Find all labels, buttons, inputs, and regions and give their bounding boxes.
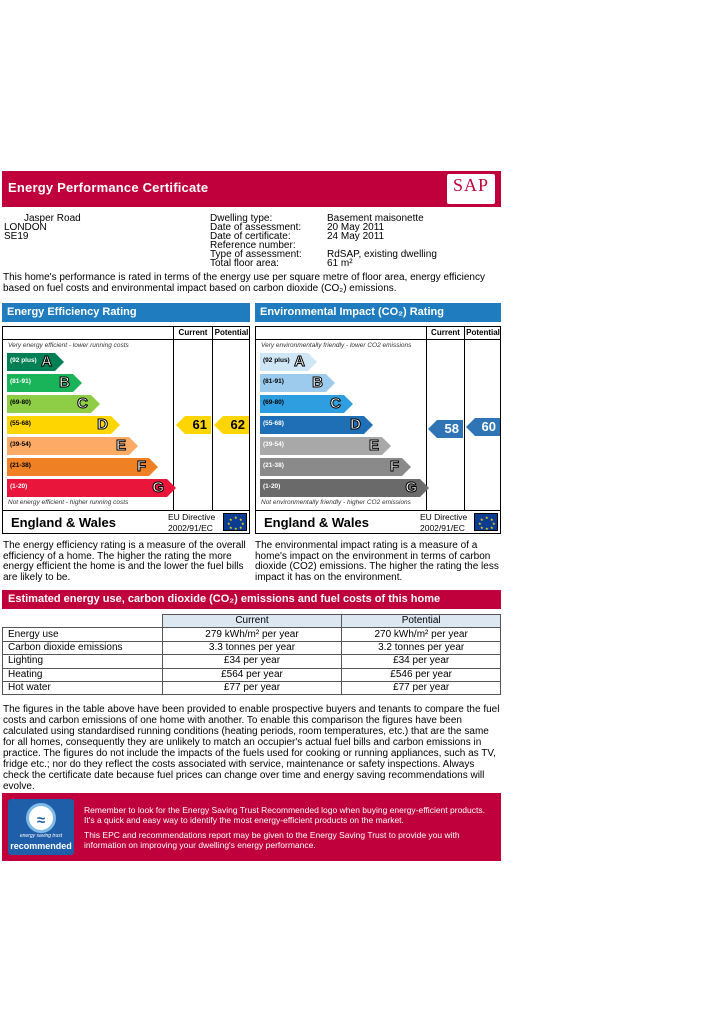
- detail-value-assessment-type: RdSAP, existing dwelling: [327, 249, 437, 260]
- band-letter: D: [350, 416, 361, 433]
- environment-band-c: [260, 395, 344, 413]
- address-line-1: Jasper Road: [24, 213, 81, 224]
- banner-paragraph-2: This EPC and recommendations report may be given to the Energy Saving Trust to provide you with information on improving your dwelling's energy performance.: [84, 830, 460, 850]
- efficiency-current-value: 61: [192, 417, 207, 432]
- environment-current-marker: [437, 420, 463, 438]
- logo-recommended-label: recommended: [10, 841, 72, 851]
- row-label: Carbon dioxide emissions: [3, 641, 163, 654]
- band-letter: G: [405, 479, 417, 496]
- band-letter: E: [368, 437, 379, 454]
- band-range: (92 plus): [263, 357, 290, 364]
- efficiency-band-d: [7, 416, 111, 434]
- environment-head-rule: [256, 339, 500, 340]
- estimates-table: [2, 614, 501, 695]
- table-header-current: Current: [162, 615, 342, 628]
- table-row: [3, 681, 501, 694]
- band-range: (55-68): [10, 420, 31, 427]
- environment-directive-line2: 2002/91/EC: [420, 523, 465, 533]
- band-letter: C: [330, 395, 341, 412]
- eu-flag-icon: ★ ★ ★ ★ ★ ★ ★ ★: [223, 513, 247, 531]
- efficiency-directive-line2: 2002/91/EC: [168, 523, 213, 533]
- row-label: Energy use: [3, 628, 163, 641]
- efficiency-directive-line1: EU Directive: [168, 512, 216, 522]
- efficiency-explanation: The energy efficiency rating is a measure of the overall efficiency of a home. The higher the rating the more energy efficient the home is and the lower the fuel bills are likely to be.: [3, 540, 246, 583]
- efficiency-potential-marker: [223, 416, 249, 434]
- efficiency-current-marker: [185, 416, 211, 434]
- detail-label-floor-area: Total floor area:: [210, 258, 279, 269]
- band-letter: E: [115, 437, 126, 454]
- band-letter: B: [312, 374, 323, 391]
- environment-explanation: The environmental impact rating is a measure of a home's impact on the environment in terms of carbon dioxide (CO2) emissions. The higher the rating the less impact it has on the environment.: [255, 540, 499, 583]
- band-range: (39-54): [263, 441, 284, 448]
- efficiency-band-f: [7, 458, 149, 476]
- row-potential: £34 per year: [342, 655, 501, 668]
- band-letter: F: [136, 458, 146, 475]
- environment-current-value: 58: [444, 421, 459, 436]
- address-line-3: SE19: [4, 231, 29, 242]
- band-letter: A: [294, 353, 305, 370]
- efficiency-band-e: [7, 437, 129, 455]
- efficiency-head-rule: [3, 339, 249, 340]
- band-letter: C: [77, 395, 88, 412]
- detail-label-dwelling-type: Dwelling type:: [210, 213, 273, 224]
- sap-logo-letters: SAP: [452, 175, 490, 195]
- detail-value-floor-area: 61 m²: [327, 258, 353, 269]
- environment-band-e: [260, 437, 382, 455]
- table-row: [3, 641, 501, 654]
- table-row: [3, 668, 501, 681]
- band-range: (21-38): [10, 462, 31, 469]
- detail-value-dwelling-type: Basement maisonette: [327, 213, 424, 224]
- detail-label-assessment-type: Type of assessment:: [210, 249, 302, 260]
- logo-circle: [26, 803, 56, 833]
- environment-top-note: Very environmentally friendly - lower CO2 emissions: [261, 342, 412, 349]
- eu-flag-icon: ★ ★ ★ ★ ★ ★ ★ ★: [474, 513, 498, 531]
- efficiency-bottom-note: Not energy efficient - higher running costs: [8, 499, 129, 506]
- efficiency-heading: Energy Efficiency Rating: [2, 303, 250, 322]
- environment-band-g: [260, 479, 420, 497]
- certificate-title: Energy Performance Certificate: [8, 180, 209, 195]
- table-row: [3, 628, 501, 641]
- efficiency-top-note: Very energy efficient - lower running costs: [8, 342, 129, 349]
- environment-potential-value: 60: [481, 419, 496, 434]
- band-range: (1-20): [10, 483, 28, 490]
- efficiency-band-b: [7, 374, 73, 392]
- row-current: £564 per year: [162, 668, 342, 681]
- band-range: (81-91): [10, 378, 31, 385]
- band-letter: B: [59, 374, 70, 391]
- efficiency-divider-2: [212, 327, 213, 510]
- row-current: £77 per year: [162, 681, 342, 694]
- efficiency-band-c: [7, 395, 91, 413]
- environment-bottom-note: Not environmentally friendly - higher CO2 emissions: [261, 499, 411, 506]
- band-range: (1-20): [263, 483, 281, 490]
- row-label: Heating: [3, 668, 163, 681]
- efficiency-chart: [2, 326, 250, 534]
- efficiency-col-current: Current: [178, 328, 208, 337]
- environment-heading: Environmental Impact (CO₂) Rating: [255, 303, 501, 322]
- detail-label-reference: Reference number:: [210, 240, 296, 251]
- band-range: (21-38): [263, 462, 284, 469]
- table-header-row: [3, 615, 501, 628]
- band-range: (39-54): [10, 441, 31, 448]
- estimates-heading: Estimated energy use, carbon dioxide (CO₂) emissions and fuel costs of this home: [2, 590, 501, 609]
- figures-explanation: The figures in the table above have been provided to enable prospective buyers and tenants to compare the fuel costs and carbon emissions of one home with another. To enable this comparison the figures have been calculated using standardised running conditions (heating periods, room temperatures, etc.) that are the same for all homes, consequently they are unlikely to match an occupier's actual fuel bills and carbon emissions in practice. The figures do not include the impacts of the fuels used for cooking or running appliances, such as TV, fridge etc.; nor do they reflect the costs associated with service, maintenance or safety inspections. Always check the certificate date because fuel prices can change over time and energy saving recommendations will evolve.: [3, 704, 500, 792]
- detail-value-certificate-date: 24 May 2011: [327, 231, 385, 242]
- band-range: (92 plus): [10, 357, 37, 364]
- environment-region: England & Wales: [264, 515, 369, 530]
- band-range: (55-68): [263, 420, 284, 427]
- environment-col-potential: Potential: [466, 328, 500, 337]
- environment-chart: [255, 326, 501, 534]
- band-range: (81-91): [263, 378, 284, 385]
- swirl-icon: ≈: [36, 812, 46, 829]
- certificate-title-bar: [2, 171, 501, 207]
- efficiency-band-a: [7, 353, 55, 371]
- band-range: (69-80): [10, 399, 31, 406]
- table-row: [3, 655, 501, 668]
- band-range: (69-80): [263, 399, 284, 406]
- row-label: Hot water: [3, 681, 163, 694]
- detail-label-certificate-date: Date of certificate:: [210, 231, 291, 242]
- banner-paragraph-1: Remember to look for the Energy Saving Trust Recommended logo when buying energy-efficient products. It's a quick and easy way to identify the most energy-efficient products on the market.: [84, 805, 485, 825]
- logo-ring-text: energy saving trust: [19, 833, 63, 839]
- sap-logo: [447, 174, 495, 204]
- table-header-potential: Potential: [342, 615, 501, 628]
- band-letter: D: [97, 416, 108, 433]
- efficiency-foot-rule: [3, 510, 249, 511]
- row-potential: £546 per year: [342, 668, 501, 681]
- environment-band-f: [260, 458, 402, 476]
- address-line-2: LONDON: [4, 222, 47, 233]
- energy-saving-trust-banner: [2, 793, 501, 861]
- band-letter: A: [41, 353, 52, 370]
- intro-text: This home's performance is rated in terms of the energy use per square metre of floor area, energy efficiency based on fuel costs and environmental impact based on carbon dioxide (CO₂) emissions.: [3, 272, 485, 294]
- row-current: 279 kWh/m² per year: [162, 628, 342, 641]
- detail-label-assessment-date: Date of assessment:: [210, 222, 302, 233]
- table-header-blank: [3, 615, 163, 628]
- energy-saving-trust-logo: [8, 799, 74, 855]
- row-current: £34 per year: [162, 655, 342, 668]
- environment-col-current: Current: [431, 328, 460, 337]
- row-potential: £77 per year: [342, 681, 501, 694]
- environment-band-d: [260, 416, 364, 434]
- environment-band-b: [260, 374, 326, 392]
- detail-value-assessment-date: 20 May 2011: [327, 222, 385, 233]
- environment-band-a: [260, 353, 308, 371]
- row-current: 3.3 tonnes per year: [162, 641, 342, 654]
- efficiency-band-g: [7, 479, 167, 497]
- environment-divider-2: [464, 327, 465, 510]
- details-values: [327, 214, 437, 268]
- environment-foot-rule: [256, 510, 500, 511]
- environment-directive-line1: EU Directive: [420, 512, 468, 522]
- efficiency-potential-value: 62: [230, 417, 245, 432]
- efficiency-col-potential: Potential: [214, 328, 249, 337]
- row-label: Lighting: [3, 655, 163, 668]
- details-labels: [210, 214, 302, 268]
- band-letter: G: [152, 479, 164, 496]
- row-potential: 3.2 tonnes per year: [342, 641, 501, 654]
- row-potential: 270 kWh/m² per year: [342, 628, 501, 641]
- environment-potential-marker: [475, 418, 500, 436]
- efficiency-region: England & Wales: [11, 515, 116, 530]
- band-letter: F: [389, 458, 399, 475]
